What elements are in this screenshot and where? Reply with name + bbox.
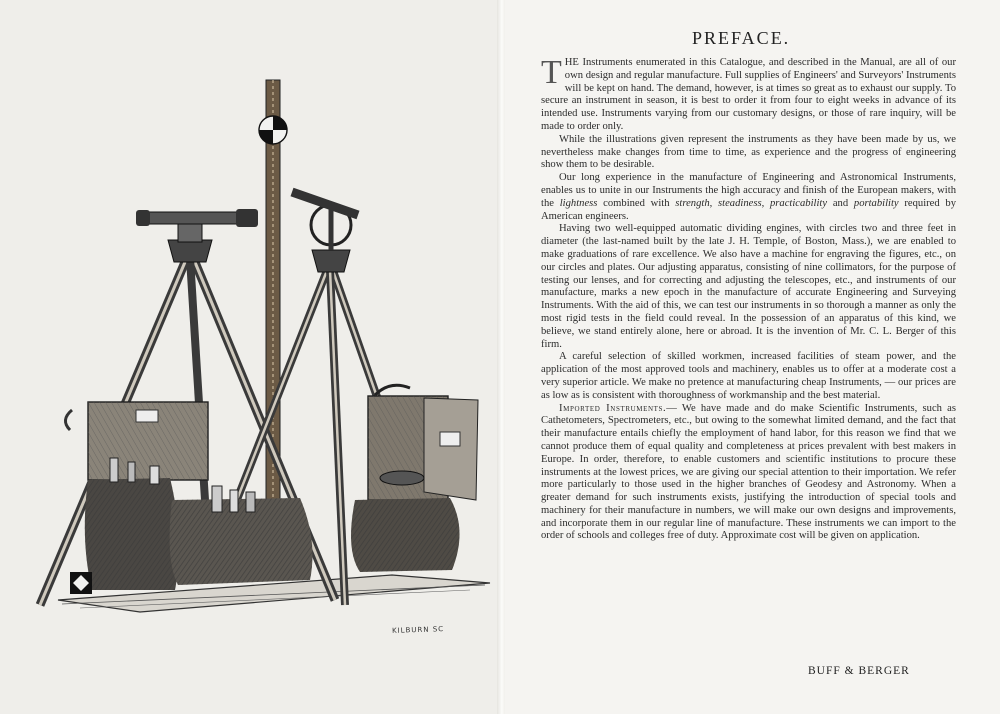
page-title: PREFACE. xyxy=(692,28,791,48)
instrument-case-right xyxy=(368,396,478,500)
paragraph-3 xyxy=(541,172,956,223)
signature: BUFF & BERGER xyxy=(808,665,910,677)
makers-mark xyxy=(70,572,92,594)
paragraph-3-and: and xyxy=(832,197,849,209)
instrument-case-left xyxy=(65,402,208,480)
emphasis-portability: portability xyxy=(853,197,899,209)
paragraph-6 xyxy=(541,403,956,544)
paragraph-3-start: Our long experience in the manufacture of Engineering and Astronomical Instruments, enables us to unite in our Instruments the high accuracy and finish of the European makers, with the xyxy=(541,172,956,209)
paragraph-1 xyxy=(541,54,956,134)
paragraph-1-text: HE Instruments enumerated in this Catalogue, and described in the Manual, are all of our own design and regular manufacture. Full supplies of Engineers' and Surveyors' Instruments will be kept on hand. The demand, however, is at times so great as to exhaust our supply. To secure an instrument in season, it is best to order it from four to eight weeks in advance of its intended use. Instruments varying from our customary designs, or those of rare inquiry, will be made to order only. xyxy=(541,57,956,132)
section-heading-imported: Imported Instruments. xyxy=(559,402,667,414)
emphasis-lightness: lightness xyxy=(559,197,598,209)
drop-cap: T xyxy=(541,54,562,91)
paragraph-4: Having two well-equipped automatic dividing engines, with circles two and three feet in diameter (the last-named built by the late J. H. Temple, of Boston, Mass.), we are enabled to make graduations of rare excellence. We also have a machine for engraving the figures, etc., on our circles and plates. Our adjusting apparatus, consisting of nine collimators, for the purpose of testing our lenses, and for correcting and adjusting the telescopes, etc., and instruments of our manufacture, marks a new epoch in the manufacture of accurate Engineering and Surveying Instruments. With the aid of this, we can test our instruments in so thorough a manner as only the most rigid tests in the field could reveal. In the possession of an apparatus of this kind, we believe, we stand entirely alone, here or abroad. It is the invention of Mr. C. L. Berger of this firm. xyxy=(541,223,956,350)
paragraph-6-text: — We have made and do make Scientific Instruments, such as Cathetometers, Spectrometers, etc., but owing to the somewhat limited demand, and the fact that their manufacture entails chiefly the employment of hand labor, for this reason we find that we cannot produce them of equal quality and completeness at prices prevalent with best makers in Europe. In order, therefore, to enable customers and scientific institutions to procure these instruments at the lowest prices, we are giving our special attention to their importation. We refer more particularly to those used in the higher branches of Geodesy and Astronomy. When a greater demand for such instruments exists, justifying the introduction of special tools and machinery for their manufacture in numbers, we will make our own designs and improvements, and incorporate them in our regular line of manufacture. These instruments we can import to the order of schools and colleges free of duty. Approximate cost will be given on application. xyxy=(541,402,957,542)
paragraph-2: While the illustrations given represent the instruments as they have been made by us, we nevertheless make changes from time to time, as experience and the progress of engineering show them to be desirable. xyxy=(541,133,956,171)
paragraph-3-end: required by American engineers. xyxy=(541,197,957,222)
preface-body xyxy=(541,54,957,543)
paragraph-5: A careful selection of skilled workmen, increased facilities of steam power, and the application of the most approved tools and machinery, enables us to offer at a moderate cost a very superior article. We make no pretence at manufacturing cheap Instruments, — our prices are as low as is consistent with thoroughness of workmanship and the best material. xyxy=(541,351,956,401)
emphasis-strength: strength, steadiness, practicability xyxy=(675,197,828,209)
engraver-credit: KILBURN SC xyxy=(391,625,445,635)
paragraph-3-mid: combined with xyxy=(603,197,670,209)
